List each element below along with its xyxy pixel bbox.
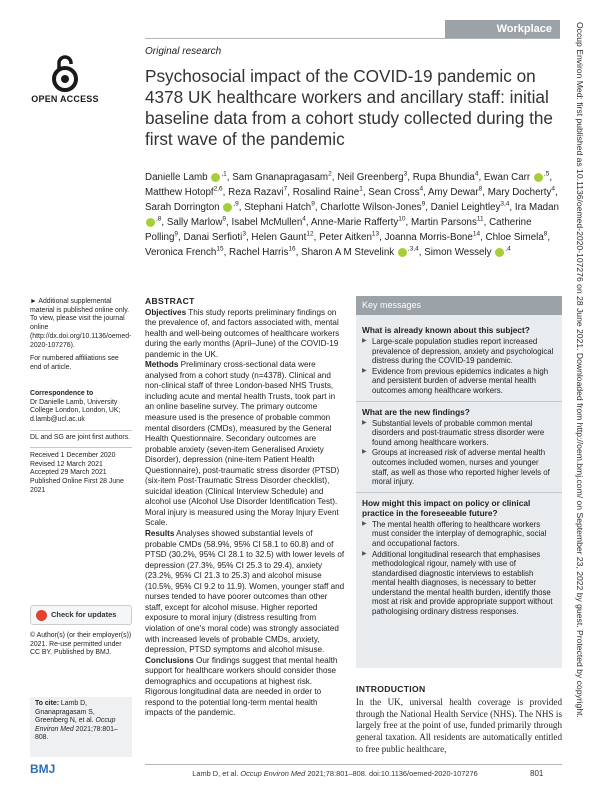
- author-affiliation: ,1: [221, 170, 227, 178]
- sidebar-divider: [30, 447, 132, 448]
- key-divider: [356, 492, 562, 493]
- objectives-label: Objectives: [145, 307, 187, 317]
- author-name[interactable]: Anne-Marie Rafferty: [310, 217, 399, 228]
- key-messages-header: Key messages: [356, 296, 562, 315]
- correspondence-label: Correspondence to: [30, 390, 94, 397]
- objectives-text: This study reports preliminary findings on the prevalence of, and factors associated with, mental health and well-being outcomes of healthcare workers during the early months (April–June) of the COVID-19 pandemic in the UK.: [145, 307, 340, 359]
- author-affiliation: 9: [311, 200, 315, 208]
- author-name[interactable]: Isabel McMullen: [231, 217, 303, 228]
- abstract: [145, 296, 345, 719]
- author-name[interactable]: Martin Parsons: [410, 217, 477, 228]
- author-affiliation: ,3,4: [407, 245, 419, 253]
- banner-divider: [145, 38, 560, 39]
- footer-citation: [145, 769, 525, 778]
- correspondence-details: Dr Danielle Lamb, University College London, London, UK; d.lamb@ucl.ac.uk: [30, 398, 121, 424]
- author-affiliation: 3: [403, 170, 408, 178]
- author-name[interactable]: Rachel Harris: [229, 247, 289, 258]
- date-accepted: Accepted 29 March 2021: [30, 469, 107, 477]
- author-name[interactable]: Ira Madan: [514, 202, 559, 213]
- author-affiliation: 4: [302, 215, 306, 223]
- correspondence: [30, 390, 132, 425]
- author-name[interactable]: Helen Gaunt: [251, 232, 307, 243]
- author-affiliation: 3,4: [500, 200, 510, 208]
- key-bullet: ▶ Additional longitudinal research that emphasises methodological rigour, namely with use of standardised diagnostic interviews to establish mental health diagnoses, is necessary to better understand the mental health burden, identify those most at risk and provide appropriate support without pathologising ordinary distress responses.: [362, 550, 556, 617]
- results-text: Analyses showed substantial levels of probable CMDs (58.9%, 95% CI 58.1 to 60.8) and of PTSD (30.2%, 95% CI 28.1 to 32.5) with lower levels of depression (27.3%, 95% CI 25.3 to 29.4), anxiety (23.2%, 95% CI 21.3 to 25.3) and alcohol misuse (10.5%, 95% CI 9.2 to 11.9). Women, younger staff and nurses tended to have poorer outcomes than other staff, except for alcohol misuse. Higher reported exposure to moral injury (distress resulting from violation of one's moral code) was strongly associated with increased levels of probable CMDs, anxiety, depression, PTSD symptoms and alcohol misuse.: [145, 529, 345, 655]
- open-access-label: OPEN ACCESS: [31, 94, 99, 104]
- orcid-icon[interactable]: [534, 173, 543, 182]
- conclusions-text: Our findings suggest that mental health support for healthcare workers should consider those demographics and occupations at highest risk. Rigorous longitudinal data are needed in order to respond to the potential long-term mental health impacts of the pandemic.: [145, 655, 338, 718]
- introduction: [356, 684, 562, 756]
- sidebar-divider: [30, 430, 132, 431]
- key-bullet: ▶ Evidence from previous epidemics indicates a high and persistent burden of adverse mental health outcomes among healthcare workers.: [362, 367, 556, 396]
- author-affiliation: 11: [476, 215, 484, 223]
- methods-text: Preliminary cross-sectional data were analysed from a cohort study (n=4378). Clinical and non-clinical staff of three London-based NHS Trusts, including acute and mental health Trusts, took part in an online baseline survey. The primary outcome measure used is the presence of probable common mental disorders (CMDs), measured by the General Health Questionnaire. Secondary outcomes are probable anxiety (seven-item Generalised Anxiety Disorder), depression (nine-item Patient Health Questionnaire), post-traumatic stress disorder (PTSD) (six-item Post-Traumatic Stress Disorder checklist), suicidal ideation (Clinical Interview Schedule) and alcohol use (Alcohol Use Disorder Identification Test). Moral injury is measured using the Moray Injury Event Scale.: [145, 360, 340, 528]
- abstract-objectives: [145, 308, 345, 361]
- author-name[interactable]: Peter Aitken: [319, 232, 372, 243]
- section-banner: Workplace: [445, 20, 560, 38]
- author-name[interactable]: Catherine Polling: [145, 217, 532, 243]
- author-name[interactable]: Matthew Hotopf: [145, 187, 214, 198]
- bmj-logo: BMJ: [30, 762, 56, 776]
- author-affiliation: 8: [478, 185, 483, 193]
- author-affiliation: 4: [419, 185, 424, 193]
- author-affiliation: ,8: [156, 215, 162, 223]
- orcid-icon[interactable]: [398, 248, 407, 257]
- author-name[interactable]: Rosalind Raine: [292, 187, 360, 198]
- results-label: Results: [145, 529, 175, 539]
- conclusions-label: Conclusions: [145, 655, 194, 665]
- author-name[interactable]: Charlotte Wilson-Jones: [320, 202, 422, 213]
- author-affiliation: 2: [328, 170, 332, 178]
- key-bullet: ▶ The mental health offering to healthcare workers must consider the interplay of demographic, social and occupational factors.: [362, 520, 556, 549]
- date-published: Published Online First 28 June 2021: [30, 478, 124, 494]
- author-affiliation: 4: [474, 170, 479, 178]
- author-name[interactable]: Amy Dewar: [428, 187, 479, 198]
- author-affiliation: ,5: [543, 170, 550, 178]
- author-affiliation: 9: [174, 230, 179, 238]
- affiliations-note: For numbered affiliations see end of article.: [30, 355, 119, 371]
- methods-label: Methods: [145, 360, 179, 370]
- key-messages-box: [356, 296, 562, 668]
- abstract-results: [145, 529, 345, 656]
- cite-authors: Lamb D, Gnanapragasam S, Greenberg N, et al.: [35, 700, 95, 725]
- key-question: What is already known about this subject?: [362, 325, 530, 335]
- author-name[interactable]: Neil Greenberg: [337, 172, 404, 183]
- key-bullets: [362, 337, 556, 396]
- footer-divider: [145, 764, 562, 765]
- introduction-text: In the UK, universal health coverage is provided through the National Health Service (NHS). The NHS is largely free at the point of use, funded primarily through general taxation. All residents are automatically entitled to free public healthcare,: [356, 696, 562, 754]
- author-name[interactable]: Sally Marlow: [166, 217, 223, 228]
- author-name[interactable]: Sharon A M Stevelink: [301, 247, 395, 258]
- author-list: Danielle Lamb $^{,1}$, Sam Gnanapragasam$^2$, Neil Greenberg$^3$, Rupa Bhundia$^4$, Ewan Carr $^{,5}$, Matthew Hotopf$^{2,6}$, Reza Razavi$^7$, Rosalind Raine$^1$, Sean Cross$^4$, Amy Dewar$^8$, Mary Docherty$^4$, Sarah Dorrington $^{,9}$, Stephani Hatch$^9$, Charlotte Wilson-Jones$^9$, Daniel Leightley$^{3,4}$, Ira Madan $^{,8}$, Sally Marlow$^9$, Isabel McMullen$^4$, Anne-Marie Rafferty$^{10}$, Martin Parsons$^{11}$, Catherine Polling$^9$, Danai Serfioti$^3$, Helen Gaunt$^{12}$, Peter Aitken$^{13}$, Joanna Morris-Bone$^{14}$, Chloe Simela$^8$, Veronica French$^{15}$, Rachel Harris$^{16}$, Sharon A M Stevelink $^{,3,4}$, Simon Wessely $^{,4}$: [145, 170, 559, 258]
- footer-cite-journal: Occup Environ Med: [240, 769, 306, 778]
- author-name[interactable]: Veronica French: [145, 247, 217, 258]
- key-bullet: ▶ Large-scale population studies report increased prevalence of depression, anxiety and psychological distress during the COVID-19 pandemic.: [362, 337, 556, 366]
- author-name[interactable]: Chloe Simela: [485, 232, 544, 243]
- author-affiliation: 7: [283, 185, 288, 193]
- author-name[interactable]: Simon Wessely: [424, 247, 492, 258]
- joint-authors-note: DL and SG are joint first authors.: [30, 434, 131, 441]
- author-name[interactable]: Danielle Lamb: [145, 172, 208, 183]
- key-messages-body: [356, 315, 562, 617]
- author-name[interactable]: Sarah Dorrington: [145, 202, 220, 213]
- page-number: 801: [530, 769, 544, 778]
- open-access-logo: [30, 52, 100, 104]
- article-dates: [30, 452, 132, 496]
- cite-ref: 2021;78:801–808.: [35, 725, 118, 742]
- author-name[interactable]: Stephani Hatch: [244, 202, 312, 213]
- author-affiliation: 14: [472, 230, 481, 238]
- author-affiliation: 16: [288, 245, 296, 253]
- check-updates-icon: [36, 610, 47, 621]
- cite-box: [30, 697, 132, 757]
- orcid-icon[interactable]: [223, 203, 232, 212]
- orcid-icon[interactable]: [495, 248, 504, 257]
- author-affiliation: ,4: [505, 245, 511, 253]
- check-for-updates-button[interactable]: [30, 605, 132, 625]
- author-name[interactable]: Joanna Morris-Bone: [384, 232, 473, 243]
- author-affiliation: ,9: [233, 200, 239, 208]
- date-revised: Revised 12 March 2021: [30, 460, 103, 468]
- abstract-conclusions: [145, 656, 345, 719]
- author-affiliation: 12: [306, 230, 314, 238]
- author-affiliation: 2,6: [213, 185, 223, 193]
- author-affiliation: 15: [216, 245, 224, 253]
- key-bullet: ▶ Groups at increased risk of adverse mental health outcomes included women, nurses and younger staff, as well as those who reported higher levels of moral injury.: [362, 448, 556, 486]
- author-name[interactable]: Daniel Leightley: [430, 202, 501, 213]
- author-affiliation: 1: [359, 185, 363, 193]
- side-citation-text: Occup Environ Med: first published as 10.1136/oemed-2020-107276 on 28 June 2021. Downloaded from http://oem.bmj.com/ on September 23, 2022 by guest. Protected by copyright.: [575, 22, 585, 718]
- author-name[interactable]: Sam Gnanapragasam: [232, 172, 329, 183]
- article-type: Original research: [145, 46, 222, 57]
- author-affiliation: 4: [551, 185, 556, 193]
- author-affiliation: 3: [242, 230, 246, 238]
- check-updates-label: Check for updates: [51, 610, 117, 619]
- open-access-lock-icon: [50, 52, 80, 92]
- key-divider: [356, 401, 562, 402]
- date-received: Received 1 December 2020: [30, 452, 116, 459]
- cite-label: To cite:: [35, 700, 59, 707]
- footer-cite-ref: 2021;78:801–808. doi:10.1136/oemed-2020-107276: [307, 769, 478, 778]
- orcid-icon[interactable]: [146, 218, 155, 227]
- author-name[interactable]: Sean Cross: [368, 187, 420, 198]
- orcid-icon[interactable]: [211, 173, 220, 182]
- key-question: How might this impact on policy or clinical practice in the foreseeable future?: [362, 497, 531, 518]
- key-question: What are the new findings?: [362, 406, 470, 417]
- author-affiliation: 9: [421, 200, 426, 208]
- author-name[interactable]: Reza Razavi: [228, 187, 284, 198]
- article-title: Psychosocial impact of the COVID-19 pandemic on 4378 UK healthcare workers and ancillary staff: initial baseline data from a cohort study collected during the first wave of the pandemic: [145, 66, 553, 149]
- author-name[interactable]: Danai Serfioti: [183, 232, 243, 243]
- copyright-note: © Author(s) (or their employer(s)) 2021. Re-use permitted under CC BY. Published by BMJ.: [30, 632, 132, 657]
- cite-journal: Occup Environ Med: [35, 717, 116, 733]
- author-name[interactable]: Rupa Bhundia: [412, 172, 475, 183]
- author-name[interactable]: Mary Docherty: [487, 187, 552, 198]
- abstract-heading: ABSTRACT: [145, 296, 195, 306]
- abstract-methods: [145, 360, 345, 529]
- key-bullets: [362, 520, 556, 617]
- author-affiliation: 10: [398, 215, 406, 223]
- introduction-heading: INTRODUCTION: [356, 684, 426, 694]
- key-bullets: [362, 419, 556, 487]
- supplemental-note: ► Additional supplemental material is published online only. To view, please visit the journal online (http://dx.doi.org/10.1136/oemed-2020-107276).: [30, 298, 132, 349]
- author-name[interactable]: Ewan Carr: [483, 172, 531, 183]
- key-bullet: ▶ Substantial levels of probable common mental disorders and post-traumatic stress disorder were found among healthcare workers.: [362, 419, 556, 448]
- author-affiliation: 8: [543, 230, 548, 238]
- author-affiliation: 9: [222, 215, 227, 223]
- footer-cite-authors: Lamb D, et al.: [192, 769, 239, 778]
- author-affiliation: 13: [371, 230, 380, 238]
